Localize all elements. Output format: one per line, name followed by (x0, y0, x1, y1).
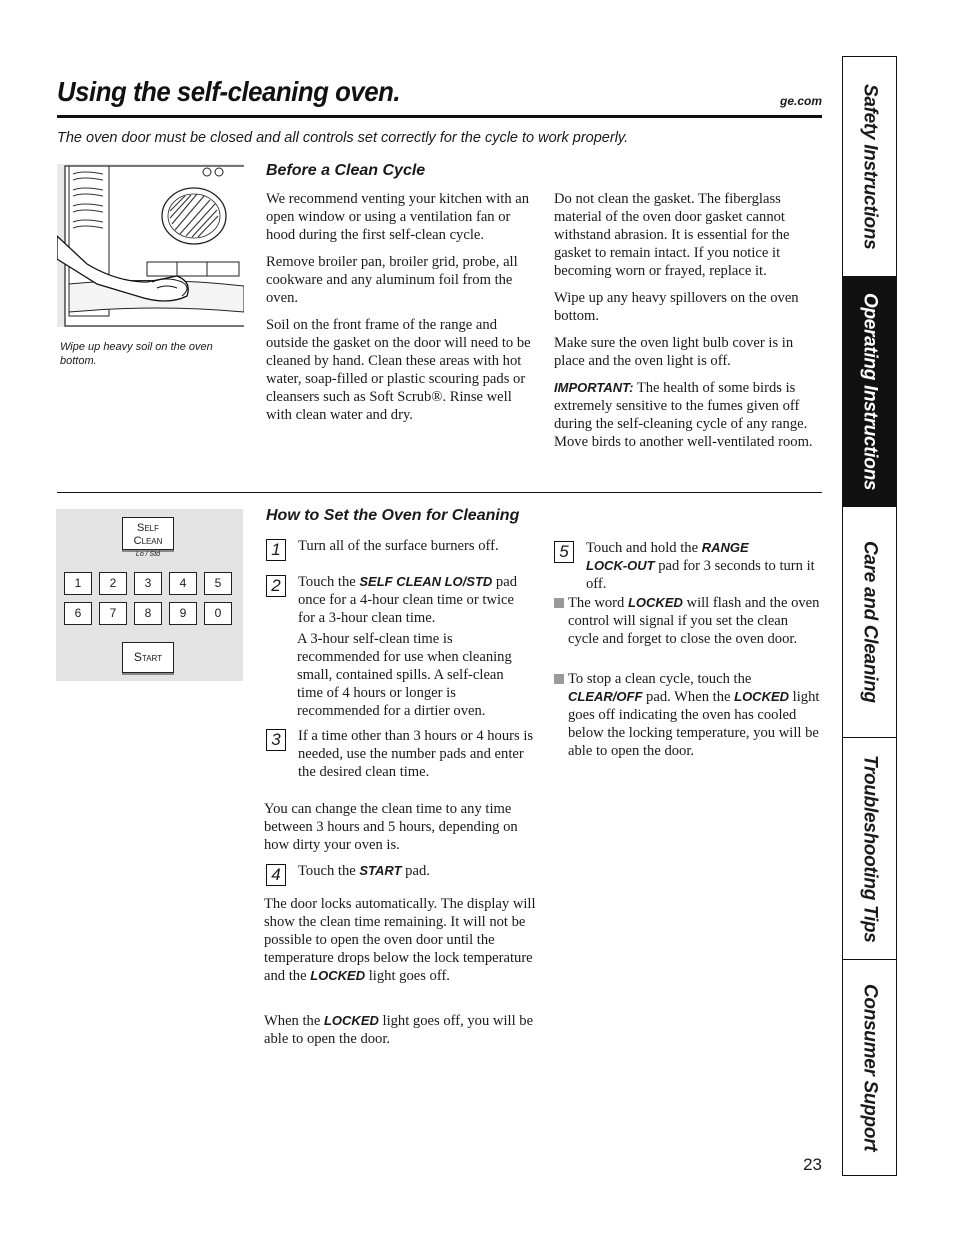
section-divider (57, 492, 822, 493)
step-text: Touch the START pad. (298, 863, 430, 879)
bullet-square-icon (554, 674, 564, 684)
number-pad-key: 1 (64, 572, 92, 595)
important-text: The health of some birds is extremely sensitive to the fumes given off during the self-cleaning cycle of any range. Move birds to another well-ventilated room. (554, 380, 813, 450)
paragraph: Soil on the front frame of the range and outside the gasket on the door will need to be cleaned by hand. Clean these areas with hot water, soap-filled or plastic scouring pads or cleansers such as Soft Scrub®. Rinse well with clean water and dry. (266, 317, 531, 423)
control-panel-illustration (56, 509, 243, 681)
section-heading-before-clean: Before a Clean Cycle (266, 162, 426, 179)
number-pad-key: 2 (99, 572, 127, 595)
keyword: LOCK-OUT (586, 558, 655, 573)
step-text: Touch the SELF CLEAN LO/STD pad once for a 4-hour clean time or twice for a 3-hour clean time. (298, 574, 518, 626)
page-number: 23 (803, 1155, 822, 1174)
tab-safety-instructions[interactable]: Safety Instructions (843, 57, 896, 277)
self-clean-pad (122, 517, 174, 550)
step-number: 5 (554, 541, 574, 563)
step-2 (266, 574, 518, 626)
step-number: 4 (266, 864, 286, 886)
keyword: LOCKED (323, 1013, 379, 1028)
page-title: Using the self-cleaning oven. (57, 76, 401, 107)
number-pad-key: 8 (134, 602, 162, 625)
step-5 (554, 540, 815, 592)
number-pad-key: 4 (169, 572, 197, 595)
oven-illustration (57, 164, 244, 327)
number-pad-key: 9 (169, 602, 197, 625)
tab-troubleshooting-tips[interactable]: Troubleshooting Tips (843, 738, 896, 960)
step-number: 3 (266, 729, 286, 751)
step-4 (266, 863, 430, 886)
door-locks-text: The door locks automatically. The display will show the clean time remaining. It will not be possible to open the oven door until the temperature drops below the lock temperature and the LOCKED light goes off. (264, 896, 536, 984)
bullet-square-icon (554, 598, 564, 608)
section-heading-how-to: How to Set the Oven for Cleaning (266, 507, 520, 524)
step-3 (266, 728, 534, 780)
keyword: LOCKED (310, 968, 366, 983)
number-pad-key: 6 (64, 602, 92, 625)
title-rule (57, 115, 822, 118)
section-sidebar (842, 56, 897, 1176)
self-clean-label-line2: Clean (133, 535, 163, 547)
before-clean-left-column (266, 190, 536, 433)
bullet-stop-cycle: To stop a clean cycle, touch the CLEAR/OFF pad. When the LOCKED light goes off indicating the oven has cooled below the locking temperature, you will be able to open the door. (554, 670, 822, 760)
keyword: LOCKED (734, 689, 790, 704)
important-note (554, 379, 822, 451)
paragraph: Remove broiler pan, broiler grid, probe, all cookware and any aluminum foil from the oven. (266, 254, 518, 306)
step-number: 2 (266, 575, 286, 597)
intro-text: The oven door must be closed and all controls set correctly for the cycle to work properly. (57, 130, 629, 146)
tab-operating-instructions[interactable]: Operating Instructions (843, 277, 896, 507)
keyword: SELF CLEAN LO/STD (359, 574, 493, 589)
number-pad-key: 7 (99, 602, 127, 625)
step-number: 1 (266, 539, 286, 561)
paragraph: Make sure the oven light bulb cover is in place and the oven light is off. (554, 335, 794, 369)
keyword: RANGE (701, 540, 749, 555)
step-text: Touch and hold the RANGE LOCK-OUT pad for 3 seconds to turn it off. (586, 540, 815, 592)
important-label: IMPORTANT: (554, 380, 634, 395)
step-text: If a time other than 3 hours or 4 hours is needed, use the number pads and enter the desired clean time. (298, 728, 534, 780)
keyword: CLEAR/OFF (568, 689, 643, 704)
step-1 (266, 538, 499, 561)
oven-wiping-icon (57, 164, 244, 327)
when-locked-off-text: When the LOCKED light goes off, you will be able to open the door. (264, 1013, 534, 1047)
keyword: START (359, 863, 402, 878)
tab-care-and-cleaning[interactable]: Care and Cleaning (843, 507, 896, 738)
paragraph: We recommend venting your kitchen with an open window or using a ventilation fan or hood during the first self-clean cycle. (266, 191, 530, 243)
step-2-note: A 3-hour self-clean time is recommended for use when cleaning small, contained spills. A self-clean time of 4 hours or longer is recommended for a dirtier oven. (297, 631, 512, 719)
site-url: ge.com (779, 94, 822, 108)
image-caption: Wipe up heavy soil on the oven bottom. (60, 341, 213, 367)
tab-consumer-support[interactable]: Consumer Support (859, 983, 881, 1152)
start-pad: Start (122, 642, 174, 673)
before-clean-right-column (554, 190, 822, 460)
bullet-locked-flash: The word LOCKED will flash and the oven control will signal if you set the clean cycle and forget to close the oven door. (554, 594, 822, 648)
self-clean-label-line1: Self (136, 522, 159, 534)
step-text: Turn all of the surface burners off. (298, 538, 499, 554)
paragraph: Wipe up any heavy spillovers on the oven bottom. (554, 290, 799, 324)
self-clean-sublabel: Lo / Std (135, 551, 161, 558)
change-time-text: You can change the clean time to any time between 3 hours and 5 hours, depending on how dirty your oven is. (264, 801, 518, 853)
number-pad-key: 5 (204, 572, 232, 595)
paragraph: Do not clean the gasket. The fiberglass material of the oven door gasket cannot withstand abrasion. It is essential for the gasket to remain intact. If you notice it becoming worn or frayed, replace it. (554, 191, 790, 279)
number-pad-key: 0 (204, 602, 232, 625)
number-pad-key: 3 (134, 572, 162, 595)
keyword: LOCKED (627, 595, 683, 610)
